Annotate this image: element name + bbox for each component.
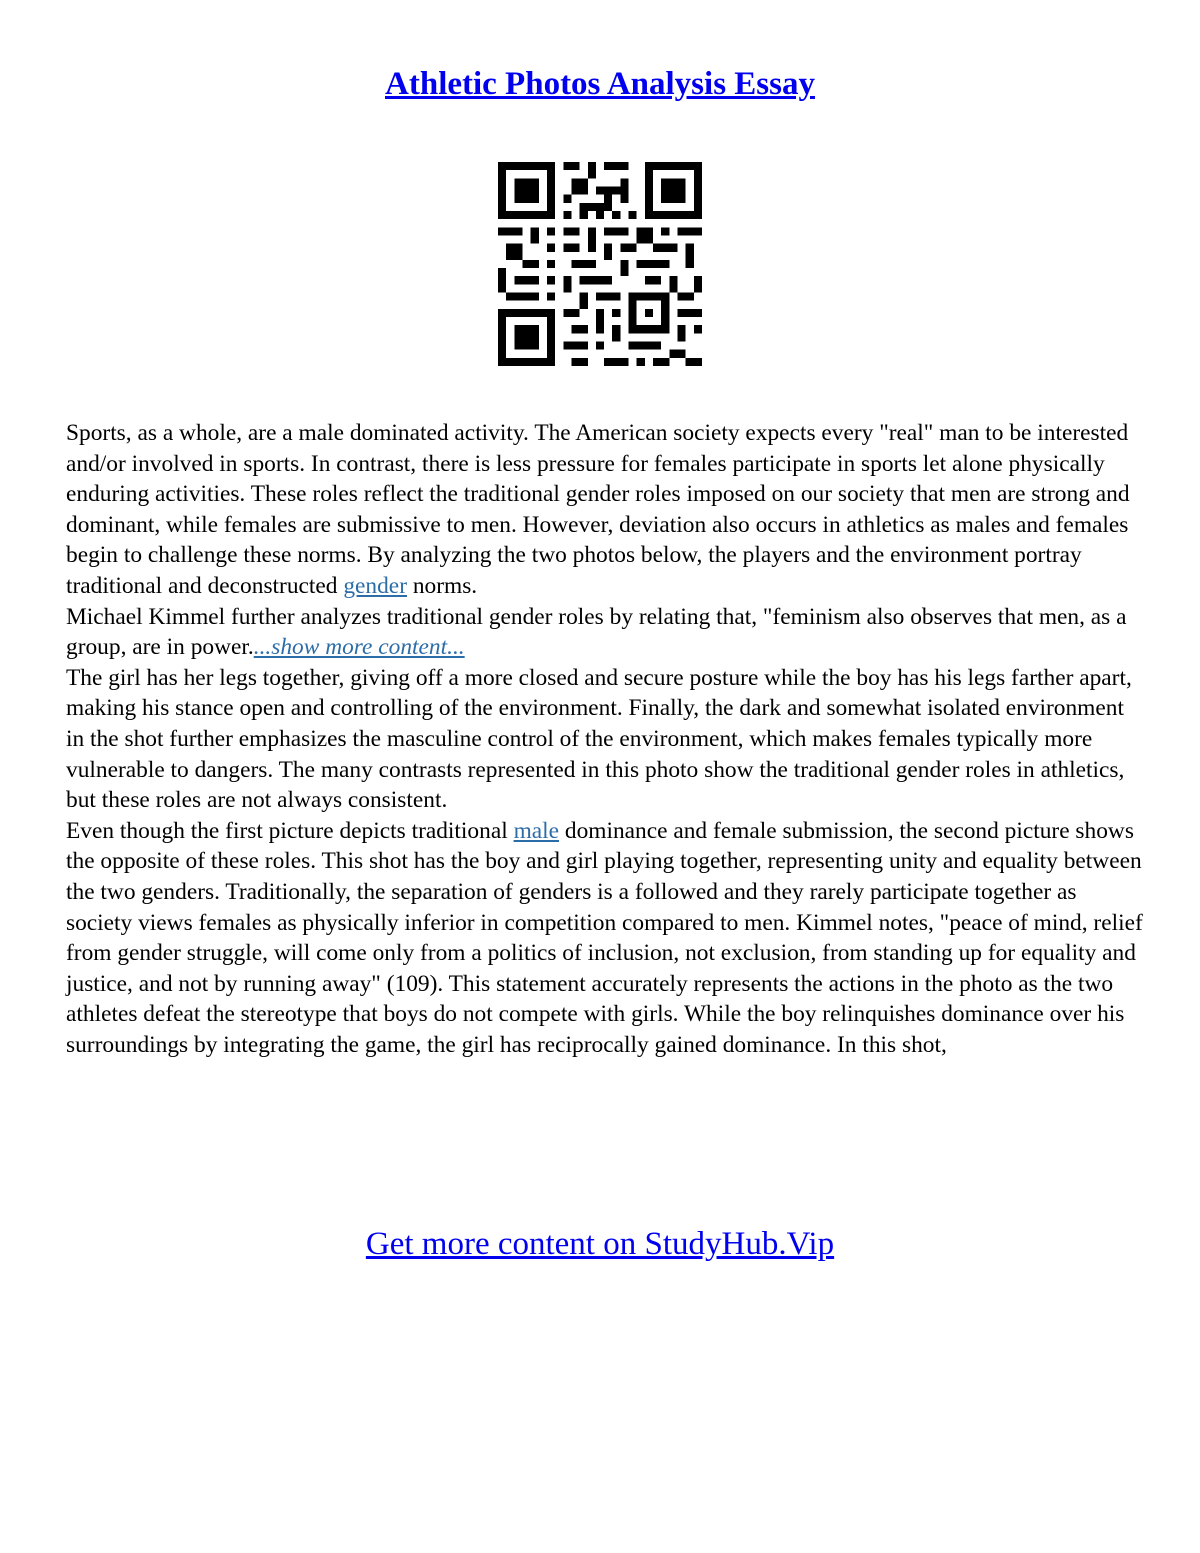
paragraph-4-text-b: dominance and female submission, the second picture shows the opposite of these roles. This shot has the boy and girl playing together, representing unity and equality between the two genders. Traditionally, the separation of genders is a followed and they rarely participate together as society views females as physically inferior in competition compared to men. Kimmel notes, "peace of mind, relief from gender struggle, will come only from a politics of inclusion, not exclusion, from standing up for equality and justice, and not by running away" (109). This statement accurately represents the actions in the photo as the two athletes defeat the stereotype that boys do not compete with girls. While the boy relinquishes dominance over his surroundings by integrating the game, the girl has reciprocally gained dominance. In this shot, [66,817,1143,1058]
document-title-link[interactable]: Athletic Photos Analysis Essay [385,66,815,102]
paragraph-1-text-a: Sports, as a whole, are a male dominated activity. The American society expects every "real" man to be interested and/or involved in sports. In contrast, there is less pressure for females participate in sports let alone physically enduring activities. These roles reflect the traditional gender roles imposed on our society that men are strong and dominant, while females are submissive to men. However, deviation also occurs in athletics as males and females begin to challenge these norms. By analyzing the two photos below, the players and the environment portray traditional and deconstructed [66,420,1130,599]
male-link[interactable]: male [513,817,560,844]
gender-link[interactable]: gender [343,572,407,599]
show-more-content-link[interactable]: ...show more content... [253,634,465,661]
paragraph-2 [66,602,1146,663]
paragraph-4-text-a: Even though the first picture depicts traditional [66,817,514,844]
paragraph-4 [66,816,1146,1061]
paragraph-3: The girl has her legs together, giving off a more closed and secure posture while the boy has his legs farther apart, making his stance open and controlling of the environment. Finally, the dark and somewhat isolated environment in the shot further emphasizes the masculine control of the environment, which makes females typically more vulnerable to dangers. The many contrasts represented in this photo show the traditional gender roles in athletics, but these roles are not always consistent. [66,664,1132,814]
paragraph-1 [66,418,1146,602]
paragraph-2-text: Michael Kimmel further analyzes traditional gender roles by relating that, "feminism also observes that men, as a group, are in power. [66,603,1127,661]
qr-code-icon [498,162,702,366]
get-more-content-link[interactable]: Get more content on StudyHub.Vip [365,1226,835,1262]
essay-body [66,418,1146,1060]
paragraph-1-text-b: norms. [406,572,478,599]
